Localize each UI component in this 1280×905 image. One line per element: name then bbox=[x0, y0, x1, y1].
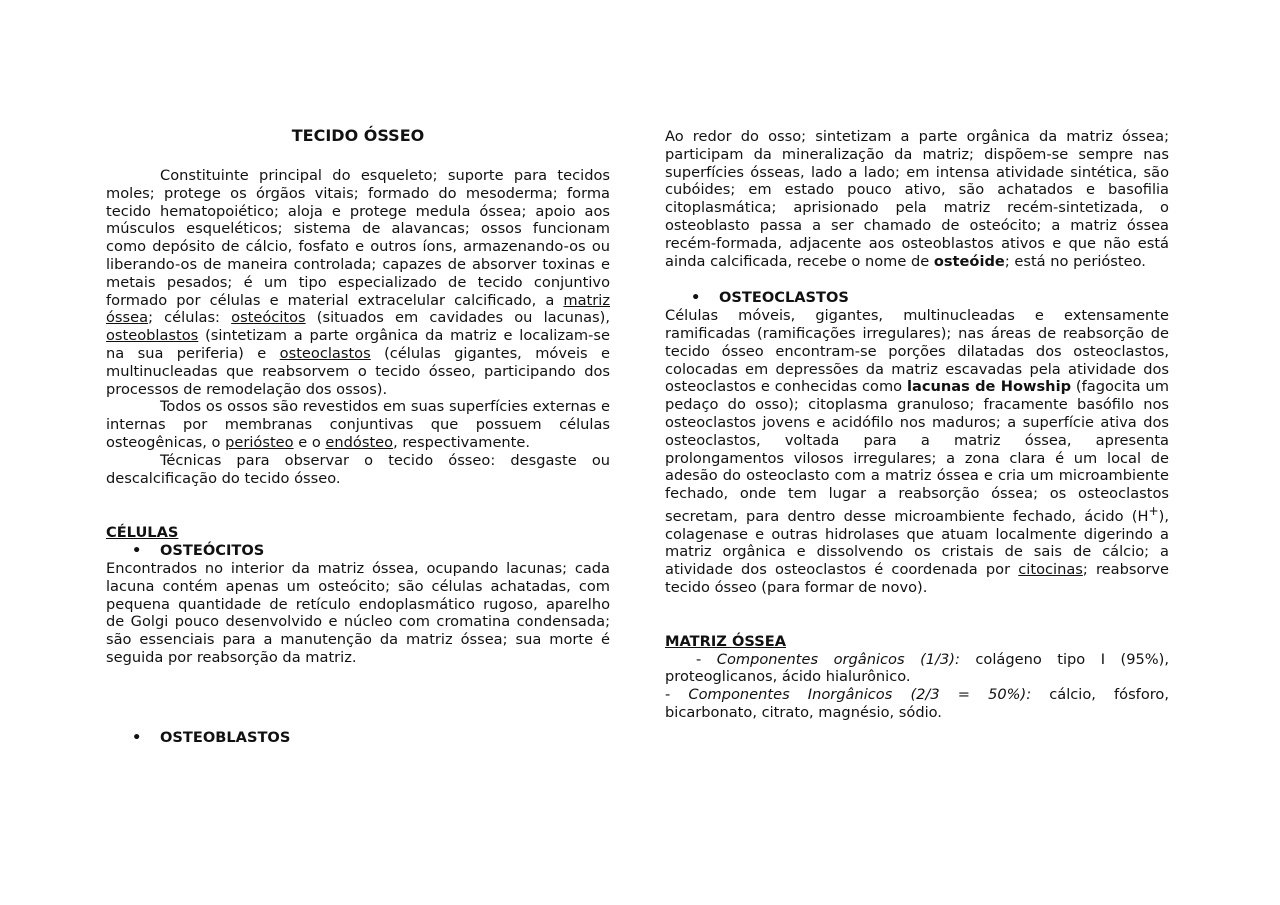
osteoblastos-label: OSTEOBLASTOS bbox=[160, 728, 291, 746]
term-periosteo: periósteo bbox=[225, 433, 294, 451]
term-matriz-ossea: matriz óssea bbox=[106, 291, 610, 327]
term-osteoclastos: osteoclastos bbox=[279, 344, 371, 362]
matriz-heading: MATRIZ ÓSSEA bbox=[665, 632, 787, 650]
term-citocinas: citocinas bbox=[1018, 561, 1083, 579]
inorganic-components bbox=[665, 686, 1169, 722]
osteocitos-label: OSTEÓCITOS bbox=[160, 542, 265, 560]
bullet-dot: • bbox=[132, 542, 142, 560]
osteoclastos-text-3: ), colagenase e outras hidrolases que atuam localmente digerindo a matriz orgânica e dissolvendo os cristais de sais de cálcio; a atividade dos osteoclastos é coordenada por bbox=[665, 507, 1169, 579]
organic-components bbox=[665, 651, 1169, 687]
osteoblastos-text-1: Ao redor do osso; sintetizam a parte orgânica da matriz óssea; participam da mineralização da matriz; dispõem-se sempre nas superfícies ósseas, lado a lado; em intensa atividade sintética, são cubóides; em estado pouco ativo, são achatados e basofilia citoplasmática; aprisionado pela matriz recém-sintetizada, o osteoblasto passa a ser chamado de osteócito; a matriz óssea recém-formada, adjacente aos osteoblastos ativos e que não está ainda calcificada, recebe o nome de bbox=[665, 128, 1169, 270]
term-osteocitos: osteócitos bbox=[231, 309, 306, 327]
osteoclastos-label: OSTEOCLASTOS bbox=[719, 289, 849, 307]
membranes-text-2: e o bbox=[293, 433, 326, 451]
page-title: TECIDO ÓSSEO bbox=[291, 126, 425, 145]
term-osteoide: osteóide bbox=[933, 252, 1005, 270]
term-lacunas-howship: lacunas de Howship bbox=[906, 378, 1072, 396]
osteocitos-bullet bbox=[106, 542, 610, 560]
membranes-text-3: , respectivamente. bbox=[393, 433, 531, 451]
organic-label: Componentes orgânicos (1/3): bbox=[716, 650, 960, 668]
organic-text: colágeno tipo I (95%), proteoglicanos, ácido hialurônico. bbox=[665, 650, 1170, 686]
osteoclastos-bullet bbox=[665, 289, 1169, 307]
techniques-paragraph: Técnicas para observar o tecido ósseo: desgaste ou descalcificação do tecido ósseo. bbox=[106, 451, 610, 487]
membranes-paragraph bbox=[106, 398, 610, 451]
inorganic-dash: - bbox=[665, 686, 689, 704]
intro-text-2: ; células: bbox=[148, 309, 232, 327]
osteoblastos-text-2: ; está no periósteo. bbox=[1004, 252, 1146, 270]
intro-text-1: Constituinte principal do esqueleto; suporte para tecidos moles; protege os órgãos vitais; formado do mesoderma; forma tecido hematopoiético; aloja e protege medula óssea; apoio aos músculos esqueléticos; sistema de alavancas; ossos funcionam como depósito de cálcio, fosfato e outros íons, armazenando-os ou liberando-os de maneira controlada; capazes de absorver toxinas e metais pesados; é um tipo especializado de tecido conjuntivo formado por células e material extracelular calcificado, a bbox=[106, 167, 610, 309]
osteoclastos-paragraph bbox=[665, 307, 1169, 597]
intro-text-3: (situados em cavidades ou lacunas), bbox=[305, 309, 610, 327]
membranes-text-1: Todos os ossos são revestidos em suas superfícies externas e internas por membranas conjuntivas que possuem células osteogênicas, o bbox=[106, 398, 610, 451]
osteoclastos-text-4: ; reabsorve tecido ósseo (para formar de novo). bbox=[665, 561, 1169, 596]
left-column bbox=[106, 126, 610, 747]
bullet-dot: • bbox=[132, 728, 142, 746]
superscript-plus: + bbox=[1148, 503, 1159, 518]
inorganic-label: Componentes Inorgânicos (2/3 = 50%): bbox=[688, 686, 1032, 704]
term-endosteo: endósteo bbox=[325, 433, 394, 451]
intro-paragraph bbox=[106, 167, 610, 398]
intro-text-5: (células gigantes, móveis e multinucleadas que reabsorvem o tecido ósseo, participando dos processos de remodelação dos ossos). bbox=[106, 344, 610, 398]
osteoclastos-text-2: (fagocita um pedaço do osso); citoplasma granuloso; fracamente basófilo nos osteoclastos jovens e acidófilo nos maduros; a superfície ativa dos osteoclastos, voltada para a matriz óssea, apresenta prolongamentos vilosos irregulares; a zona clara é um local de adesão do osteoclasto com a matriz óssea e cria um microambiente fechado, onde tem lugar a reabsorção óssea; os osteoclastos secretam, para dentro desse microambiente fechado, ácido (H bbox=[665, 378, 1169, 525]
organic-dash: - bbox=[665, 650, 717, 668]
osteoblastos-paragraph bbox=[665, 128, 1169, 270]
osteoclastos-text-1: Células móveis, gigantes, multinucleadas e extensamente ramificadas (ramificações irregulares); nas áreas de reabsorção de tecido ósseo encontram-se porções dilatadas dos osteoclastos, colocadas em depressões da matriz escavadas pela atividade dos osteoclastos e conhecidas como bbox=[665, 307, 1169, 396]
osteoblastos-bullet bbox=[106, 729, 610, 747]
osteocitos-paragraph: Encontrados no interior da matriz óssea, ocupando lacunas; cada lacuna contém apenas um osteócito; são células achatadas, com pequena quantidade de retículo endoplasmático rugoso, aparelho de Golgi pouco desenvolvido e núcleo com cromatina condensada; são essenciais para a manutenção da matriz óssea; sua morte é seguida por reabsorção da matriz. bbox=[106, 559, 610, 666]
intro-text-4: (sintetizam a parte orgânica da matriz e localizam-se na sua periferia) e bbox=[106, 327, 610, 362]
bullet-dot: • bbox=[691, 289, 701, 307]
term-osteoblastos: osteoblastos bbox=[106, 327, 199, 345]
right-column bbox=[665, 128, 1169, 722]
cells-heading: CÉLULAS bbox=[106, 524, 179, 542]
inorganic-text: cálcio, fósforo, bicarbonato, citrato, magnésio, sódio. bbox=[665, 686, 1169, 721]
